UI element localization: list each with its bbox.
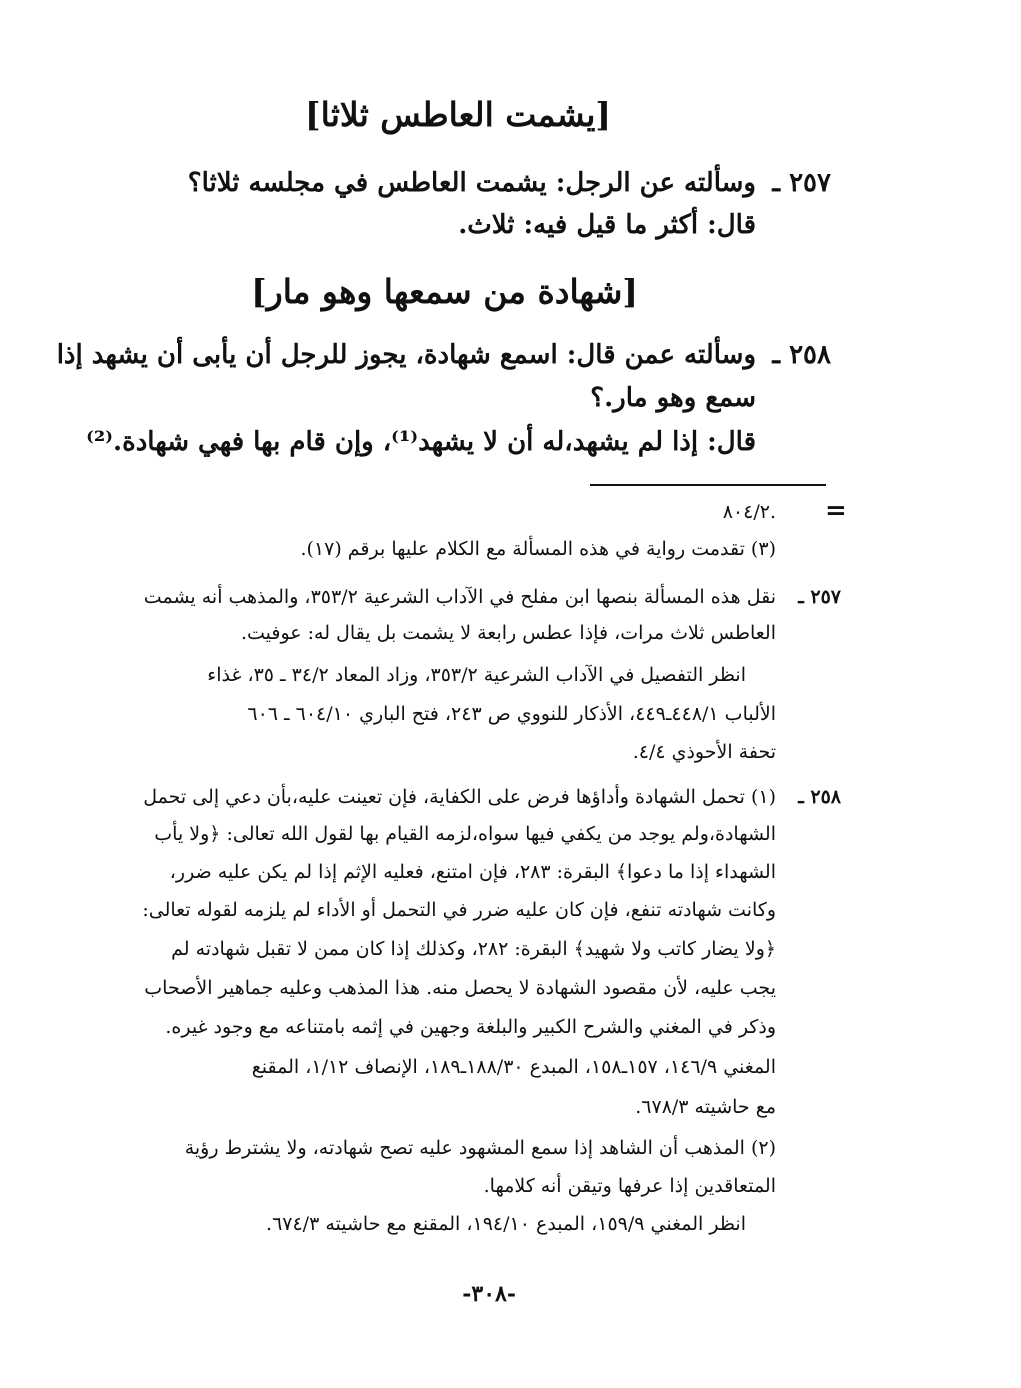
footnote-line: الألباب ٤٤٨/١ـ٤٤٩، الأذكار للنووي ص ٢٤٣، فتح الباري ٦٠٤/١٠ ـ ٦٠٦ [247,703,776,725]
footnote-line: ﴿ولا يضار كاتب ولا شهيد﴾ البقرة: ٢٨٢، وكذلك إذا كان ممن لا تقبل شهادته لم [171,938,776,960]
footnote-line: المغني ١٤٦/٩، ١٥٧ـ١٥٨، المبدع ١٨٨/٣٠ـ١٨٩، الإنصاف ١/١٢، المقنع [251,1056,776,1078]
footnote-separator [590,484,826,486]
question-257-number: ٢٥٧ ـ [772,168,831,198]
question-257-answer: قال: أكثر ما قيل فيه: ثلاث. [458,210,756,240]
footnote-line: يجب عليه، لأن مقصود الشهادة لا يحصل منه. هذا المذهب وعليه جماهير الأصحاب [144,977,776,999]
footnote-line: .٨٠٤/٢ [722,501,776,523]
footnote-line: وذكر في المغني والشرح الكبير والبلغة وجهين في إثمه بامتناعه مع وجود غيره. [165,1016,776,1038]
heading-testimony: [شهادة من سمعها وهو مار] [251,272,638,311]
question-258-answer: قال: إذا لم يشهد،له أن لا يشهد⁽¹⁾، وإن قام بها فهي شهادة.⁽²⁾ [86,427,756,457]
footnote-line: تحفة الأحوذي ٤/٤. [632,741,776,763]
footnote-line: العاطس ثلاث مرات، فإذا عطس رابعة لا يشمت بل يقال له: عوفيت. [240,622,776,644]
footnote-line: نقل هذه المسألة بنصها ابن مفلح في الآداب الشرعية ٣٥٣/٢، والمذهب أنه يشمت [143,586,776,608]
footnote-line: وكانت شهادته تنفع، فإن كان عليه ضرر في التحمل أو الأداء لم يلزمه لقوله تعالى: [142,899,776,921]
question-258-line1: وسألته عمن قال: اسمع شهادة، يجوز للرجل أن يأبى أن يشهد إذا [56,340,756,370]
footnote-258-number: ٢٥٨ ـ [798,786,841,808]
footnote-line: (٣) تقدمت رواية في هذه المسألة مع الكلام عليها برقم (١٧). [300,538,776,560]
question-258-line2: سمع وهو مار.؟ [590,383,756,413]
question-258-number: ٢٥٨ ـ [772,340,831,370]
footnote-line: انظر المغني ١٥٩/٩، المبدع ١٩٤/١٠، المقنع مع حاشيته ٦٧٤/٣. [266,1213,746,1235]
question-257-line1: وسألته عن الرجل: يشمت العاطس في مجلسه ثلاثا؟ [187,168,756,198]
heading-sneezer: [يشمت العاطس ثلاثا] [305,95,611,134]
footnote-line: انظر التفصيل في الآداب الشرعية ٣٥٣/٢، وزاد المعاد ٣٤/٢ ـ ٣٥، غذاء [207,664,746,686]
footnote-line: الشهادة،ولم يوجد من يكفي فيها سواه،لزمه القيام بها لقول الله تعالى: ﴿ولا يأب [154,823,776,845]
footnote-257-number: ٢٥٧ ـ [798,586,841,608]
footnote-line: المتعاقدين إذا عرفها وتيقن أنه كلامها. [483,1175,776,1197]
continuation-mark: = [825,496,847,526]
footnote-line: الشهداء إذا ما دعوا﴾ البقرة: ٢٨٣، فإن امتنع، فعليه الإثم إذا لم يكن عليه ضرر، [169,861,776,883]
footnote-line: (١) تحمل الشهادة وأداؤها فرض على الكفاية، فإن تعينت عليه،بأن دعي إلى تحمل [143,786,776,808]
page-number: -٣٠٨- [462,1281,516,1307]
footnote-line: (٢) المذهب أن الشاهد إذا سمع المشهود عليه تصح شهادته، ولا يشترط رؤية [184,1137,776,1159]
footnote-line: مع حاشيته ٦٧٨/٣. [635,1096,776,1118]
